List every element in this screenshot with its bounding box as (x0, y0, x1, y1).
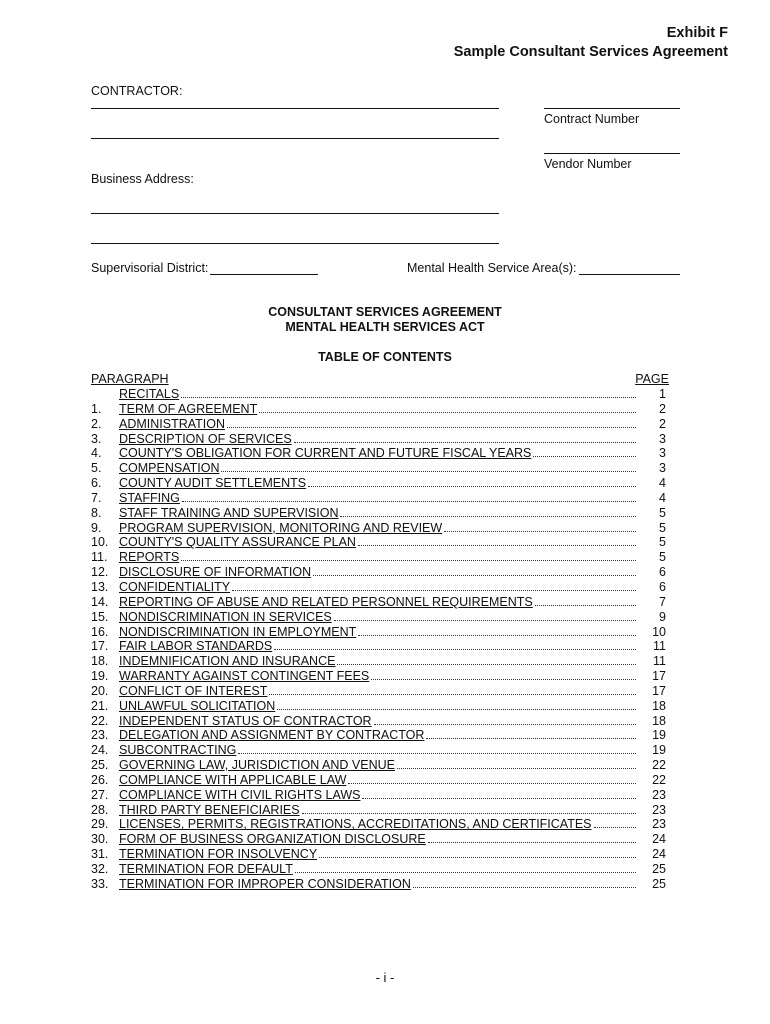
toc-entry-title: COMPENSATION (119, 461, 220, 476)
toc-entry (91, 862, 669, 877)
toc-entry-leader (426, 728, 636, 739)
toc-entry-number: 31. (91, 847, 109, 862)
toc-entry-leader (319, 847, 636, 858)
toc-header (91, 372, 669, 387)
toc-entry-title: TERM OF AGREEMENT (119, 401, 258, 416)
toc-entry (91, 387, 669, 402)
toc-entry-title: RECITALS (119, 387, 180, 401)
toc-entry-number: 4. (91, 446, 102, 461)
toc-entry-title: STAFF TRAINING AND SUPERVISION (119, 505, 339, 520)
toc-entry-leader (227, 417, 636, 428)
toc-entry-title: TERMINATION FOR IMPROPER CONSIDERATION (119, 876, 411, 891)
toc-entry-page: 5 (659, 520, 666, 535)
toc-entry (91, 788, 669, 803)
toc-entry-leader (259, 402, 636, 413)
toc-entry (91, 669, 669, 684)
toc-entry-page: 17 (652, 669, 666, 684)
toc-entry-page: 23 (652, 787, 666, 802)
toc-entry (91, 714, 669, 729)
toc-entry-page: 4 (659, 476, 666, 491)
toc-entry-page: 5 (659, 505, 666, 520)
toc-entry (91, 506, 669, 521)
toc-entry-page: 6 (659, 565, 666, 580)
mental-health-area-line (579, 274, 680, 275)
toc-entry (91, 758, 669, 773)
toc-entry-number: 11. (91, 550, 108, 565)
toc-title: TABLE OF CONTENTS (318, 350, 452, 364)
toc-entry-number: 18. (91, 654, 109, 669)
toc-entry-number: 2. (91, 416, 102, 431)
toc-entry-leader (362, 788, 636, 799)
toc-entry-page: 3 (659, 461, 666, 476)
toc-entry-title: DELEGATION AND ASSIGNMENT BY CONTRACTOR (119, 728, 425, 743)
toc-entry-leader (182, 491, 636, 502)
toc-entry-number: 8. (91, 505, 102, 520)
toc-entry-title: ADMINISTRATION (119, 416, 226, 431)
toc-entry-page: 5 (659, 535, 666, 550)
toc-entry-title: INDEPENDENT STATUS OF CONTRACTOR (119, 713, 372, 728)
toc-entry (91, 684, 669, 699)
toc-entry-page: 25 (652, 876, 666, 891)
toc-entry (91, 625, 669, 640)
toc-entry-number: 5. (91, 461, 102, 476)
toc-entry (91, 773, 669, 788)
toc-entry-leader (232, 580, 636, 591)
business-address-line-2 (91, 243, 499, 244)
toc-entry-title: COUNTY'S OBLIGATION FOR CURRENT AND FUTURE FISCAL YEARS (119, 446, 532, 461)
toc-entry-title: NONDISCRIMINATION IN SERVICES (119, 609, 332, 624)
agreement-title-line2: MENTAL HEALTH SERVICES ACT (285, 320, 485, 334)
toc-entry-leader (277, 699, 636, 710)
toc-entry (91, 580, 669, 595)
toc-entry (91, 491, 669, 506)
toc-entry-title: COUNTY'S QUALITY ASSURANCE PLAN (119, 535, 356, 550)
toc-entry-number: 30. (91, 832, 109, 847)
toc-entry-page: 2 (659, 416, 666, 431)
toc-entry-title: PROGRAM SUPERVISION, MONITORING AND REVIEW (119, 520, 443, 535)
toc-entry-number: 16. (91, 624, 109, 639)
business-address-label: Business Address: (91, 172, 194, 186)
toc-entry-page: 7 (659, 594, 666, 609)
toc-entry (91, 417, 669, 432)
toc-entry (91, 699, 669, 714)
toc-entry-leader (302, 803, 636, 814)
toc-entry-title: WARRANTY AGAINST CONTINGENT FEES (119, 669, 370, 684)
toc-entry-number: 28. (91, 802, 109, 817)
supervisorial-district-label: Supervisorial District: (91, 261, 209, 275)
toc-entry-leader (295, 862, 636, 873)
toc-entry-title: TERMINATION FOR INSOLVENCY (119, 847, 318, 862)
toc-entry-leader (594, 817, 636, 828)
toc-entry-leader (413, 877, 636, 888)
toc-entry-number: 1. (91, 401, 102, 416)
toc-entry-leader (533, 446, 636, 457)
toc-entry-page: 2 (659, 401, 666, 416)
toc-entry-page: 19 (652, 728, 666, 743)
toc-entry (91, 654, 669, 669)
vendor-number-line (544, 153, 680, 154)
toc-entry-page: 23 (652, 802, 666, 817)
toc-entry-page: 4 (659, 490, 666, 505)
toc-entry (91, 535, 669, 550)
toc-entry-number: 17. (91, 639, 109, 654)
toc-entry (91, 550, 669, 565)
contractor-label: CONTRACTOR: (91, 84, 183, 98)
toc-entry-number: 12. (91, 565, 109, 580)
toc-col-paragraph: PARAGRAPH (91, 372, 169, 386)
toc-entry-number: 27. (91, 787, 109, 802)
toc-entry-leader (371, 669, 636, 680)
vendor-number-label: Vendor Number (544, 157, 632, 171)
toc-entry (91, 728, 669, 743)
toc-entry-title: FORM OF BUSINESS ORGANIZATION DISCLOSURE (119, 832, 426, 847)
toc-entry-number: 19. (91, 669, 109, 684)
toc-entries (91, 387, 669, 892)
contract-number-label: Contract Number (544, 112, 640, 126)
agreement-title (0, 305, 770, 335)
toc-entry (91, 521, 669, 536)
document-header (454, 24, 728, 62)
toc-entry-number: 20. (91, 683, 109, 698)
toc-entry-page: 18 (652, 713, 666, 728)
toc-entry-leader (340, 506, 636, 517)
toc-entry-page: 19 (652, 743, 666, 758)
toc-entry (91, 610, 669, 625)
toc-entry-page: 1 (659, 387, 666, 401)
toc-entry-page: 24 (652, 847, 666, 862)
toc-entry (91, 639, 669, 654)
toc-entry-leader (428, 832, 636, 843)
table-of-contents (91, 372, 669, 892)
toc-entry (91, 565, 669, 580)
toc-entry-page: 6 (659, 579, 666, 594)
mental-health-area-label: Mental Health Service Area(s): (407, 261, 577, 275)
toc-entry (91, 461, 669, 476)
toc-entry-number: 6. (91, 476, 102, 491)
toc-entry-leader (358, 535, 636, 546)
toc-entry-title: NONDISCRIMINATION IN EMPLOYMENT (119, 624, 357, 639)
toc-entry-title: COMPLIANCE WITH CIVIL RIGHTS LAWS (119, 787, 361, 802)
toc-entry (91, 847, 669, 862)
toc-entry-title: THIRD PARTY BENEFICIARIES (119, 802, 300, 817)
toc-entry-number: 10. (91, 535, 109, 550)
toc-entry (91, 817, 669, 832)
toc-entry-page: 9 (659, 609, 666, 624)
toc-entry (91, 402, 669, 417)
toc-entry-leader (238, 743, 636, 754)
toc-entry-number: 33. (91, 876, 109, 891)
toc-entry-number: 13. (91, 579, 109, 594)
toc-entry-number: 23. (91, 728, 109, 743)
toc-entry-leader (397, 758, 636, 769)
toc-entry-page: 22 (652, 758, 666, 773)
toc-entry-leader (313, 565, 636, 576)
toc-entry-leader (181, 387, 636, 398)
toc-entry-leader (337, 654, 636, 665)
toc-entry-number: 26. (91, 772, 109, 787)
toc-col-page: PAGE (635, 372, 669, 386)
toc-entry-title: CONFIDENTIALITY (119, 579, 231, 594)
contractor-line-1 (91, 108, 499, 109)
toc-entry-page: 24 (652, 832, 666, 847)
toc-entry (91, 446, 669, 461)
toc-entry-number: 25. (91, 758, 109, 773)
toc-entry-title: FAIR LABOR STANDARDS (119, 639, 273, 654)
toc-entry (91, 803, 669, 818)
toc-entry-leader (221, 461, 636, 472)
contract-number-line (544, 108, 680, 109)
toc-entry-number: 22. (91, 713, 109, 728)
toc-entry-number: 3. (91, 431, 102, 446)
toc-entry-number: 14. (91, 594, 109, 609)
toc-entry-number: 24. (91, 743, 109, 758)
toc-entry-page: 17 (652, 683, 666, 698)
toc-entry-title: COMPLIANCE WITH APPLICABLE LAW (119, 772, 347, 787)
toc-entry-number: 9. (91, 520, 102, 535)
toc-entry-page: 3 (659, 431, 666, 446)
supervisorial-district-line (210, 274, 318, 275)
toc-entry-title: STAFFING (119, 490, 180, 505)
toc-entry-title: TERMINATION FOR DEFAULT (119, 862, 293, 876)
toc-entry (91, 832, 669, 847)
business-address-line-1 (91, 213, 499, 214)
toc-entry-leader (348, 773, 636, 784)
toc-entry-leader (308, 476, 636, 487)
toc-entry-page: 10 (652, 624, 666, 639)
toc-entry-page: 22 (652, 772, 666, 787)
toc-entry (91, 595, 669, 610)
toc-entry-leader (358, 625, 636, 636)
toc-entry-title: CONFLICT OF INTEREST (119, 683, 268, 698)
toc-entry-page: 11 (653, 639, 666, 654)
toc-entry-page: 3 (659, 446, 666, 461)
toc-entry-number: 29. (91, 817, 109, 832)
toc-entry-page: 11 (653, 654, 666, 669)
toc-entry-number: 15. (91, 609, 109, 624)
page-number: - i - (375, 970, 395, 985)
toc-entry (91, 877, 669, 892)
toc-entry-title: GOVERNING LAW, JURISDICTION AND VENUE (119, 758, 395, 773)
toc-entry-leader (444, 521, 636, 532)
toc-entry-title: LICENSES, PERMITS, REGISTRATIONS, ACCREDITATIONS, AND CERTIFICATES (119, 817, 592, 832)
toc-entry-title: DISCLOSURE OF INFORMATION (119, 565, 312, 580)
toc-entry-page: 25 (652, 862, 666, 876)
agreement-title-line1: CONSULTANT SERVICES AGREEMENT (268, 305, 502, 319)
toc-entry-title: UNLAWFUL SOLICITATION (119, 698, 276, 713)
toc-entry-title: SUBCONTRACTING (119, 743, 237, 758)
toc-entry-number: 7. (91, 490, 102, 505)
toc-entry-number: 32. (91, 862, 109, 876)
toc-entry-title: INDEMNIFICATION AND INSURANCE (119, 654, 336, 669)
toc-entry-title: REPORTS (119, 550, 180, 565)
toc-entry-page: 23 (652, 817, 666, 832)
toc-entry-title: COUNTY AUDIT SETTLEMENTS (119, 476, 307, 491)
toc-entry-title: REPORTING OF ABUSE AND RELATED PERSONNEL REQUIREMENTS (119, 594, 533, 609)
toc-entry-leader (274, 639, 636, 650)
exhibit-label: Exhibit F (666, 25, 728, 41)
toc-entry-leader (181, 550, 636, 561)
toc-entry-leader (294, 432, 636, 443)
toc-entry-leader (535, 595, 636, 606)
toc-entry (91, 432, 669, 447)
toc-entry-number: 21. (91, 698, 109, 713)
toc-entry-leader (269, 684, 636, 695)
toc-entry-leader (374, 714, 636, 725)
toc-entry (91, 743, 669, 758)
toc-entry-page: 18 (652, 698, 666, 713)
toc-entry-leader (334, 610, 636, 621)
toc-entry (91, 476, 669, 491)
document-title: Sample Consultant Services Agreement (453, 44, 728, 60)
toc-entry-title: DESCRIPTION OF SERVICES (119, 431, 292, 446)
toc-entry-page: 5 (659, 550, 666, 565)
contractor-line-2 (91, 138, 499, 139)
